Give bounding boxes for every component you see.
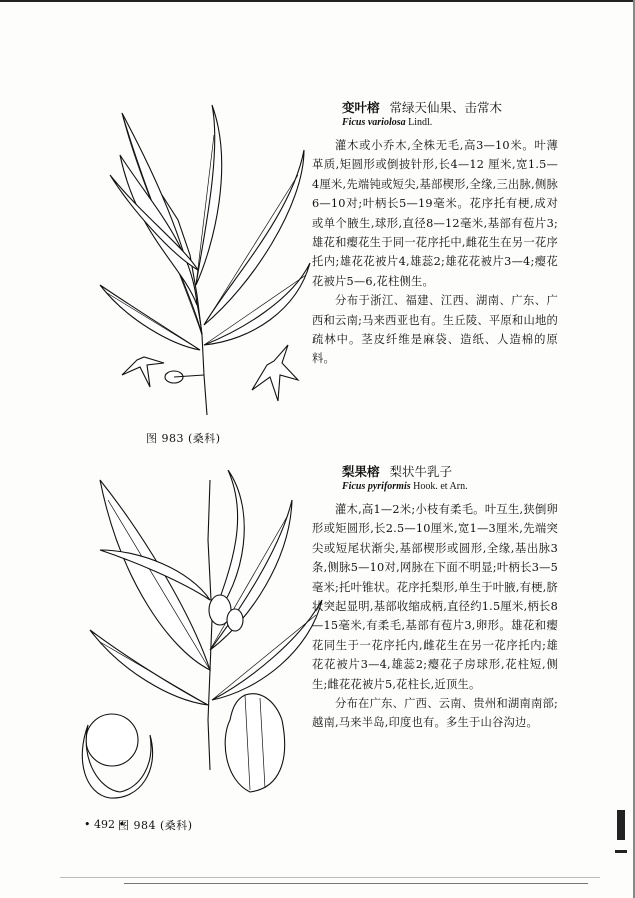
species-entry-ficus-pyriformis xyxy=(312,462,558,733)
figure-983-illustration xyxy=(92,95,312,425)
latin-binomial: Ficus variolosa xyxy=(342,117,406,128)
species-alias: 梨状牛乳子 xyxy=(389,464,453,479)
figure-983-caption: 图 983 (桑科) xyxy=(146,432,221,445)
species-entry-ficus-variolosa xyxy=(312,98,558,369)
species-title xyxy=(342,462,558,480)
species-alias: 常绿天仙果、击常木 xyxy=(389,100,503,115)
species-latin-name xyxy=(342,481,558,492)
page-number: • 492 • xyxy=(84,818,125,831)
scan-bottom-line xyxy=(60,877,600,878)
species-latin-name xyxy=(342,117,558,128)
latin-authority: Hook. et Arn. xyxy=(413,481,468,492)
scan-bottom-rule xyxy=(124,883,588,884)
latin-authority: Lindl. xyxy=(408,117,433,128)
species-distribution: 分布于浙江、福建、江西、湖南、广东、广西和云南;马来西亚也有。生丘陵、平原和山地的疏林中。茎皮纤维是麻袋、造纸、人造棉的原料。 xyxy=(312,294,558,366)
latin-binomial: Ficus pyriformis xyxy=(342,481,411,492)
species-name: 梨果榕 xyxy=(342,464,380,479)
page-edge-top xyxy=(0,0,635,2)
binding-mark xyxy=(613,810,629,860)
figure-984-caption: 图 984 (桑科) xyxy=(118,819,193,832)
species-description: 灌木或小乔木,全株无毛,高3—10米。叶薄革质,矩圆形或倒披针形,长4—12 厘米,宽1.5—4厘米,先端钝或短尖,基部楔形,全缘,三出脉,侧脉6—10对;叶柄长5—19毫米。花序托有梗,成对或单个腋生,球形,直径8—12毫米,基部有苞片3;雄花和瘿花生于同一花序托中,雌花生在另一花序托内;雄花花被片4,雄蕊2;雄花花被片3—4;瘿花花被片5—6,花柱侧生。 xyxy=(312,139,558,288)
species-name: 变叶榕 xyxy=(342,100,380,115)
figure-984-illustration xyxy=(60,470,328,815)
species-title xyxy=(342,98,558,116)
species-distribution: 分布在广东、广西、云南、贵州和湖南南部;越南,马来半岛,印度也有。多生于山谷沟边。 xyxy=(312,697,558,730)
species-description: 灌木,高1—2米;小枝有柔毛。叶互生,狭倒卵形或矩圆形,长2.5—10厘米,宽1—3厘米,先端突尖或短尾状渐尖,基部楔形或圆形,全缘,基出脉3条,侧脉5—10对,网脉在下面不明显;叶柄长3—5毫米;托叶锥状。花序托梨形,单生于叶腋,有梗,脐状突起显明,基部收缩成柄,直径约1.5厘米,柄长8—15毫米,有柔毛,基部有苞片3,卵形。雄花和瘿花同生于一花序托内,雌花生在另一花序托内;雄花花被片3—4,雄蕊2;瘿花子房球形,花柱短,侧生;雌花花被片5,花柱长,近顶生。 xyxy=(312,503,558,691)
